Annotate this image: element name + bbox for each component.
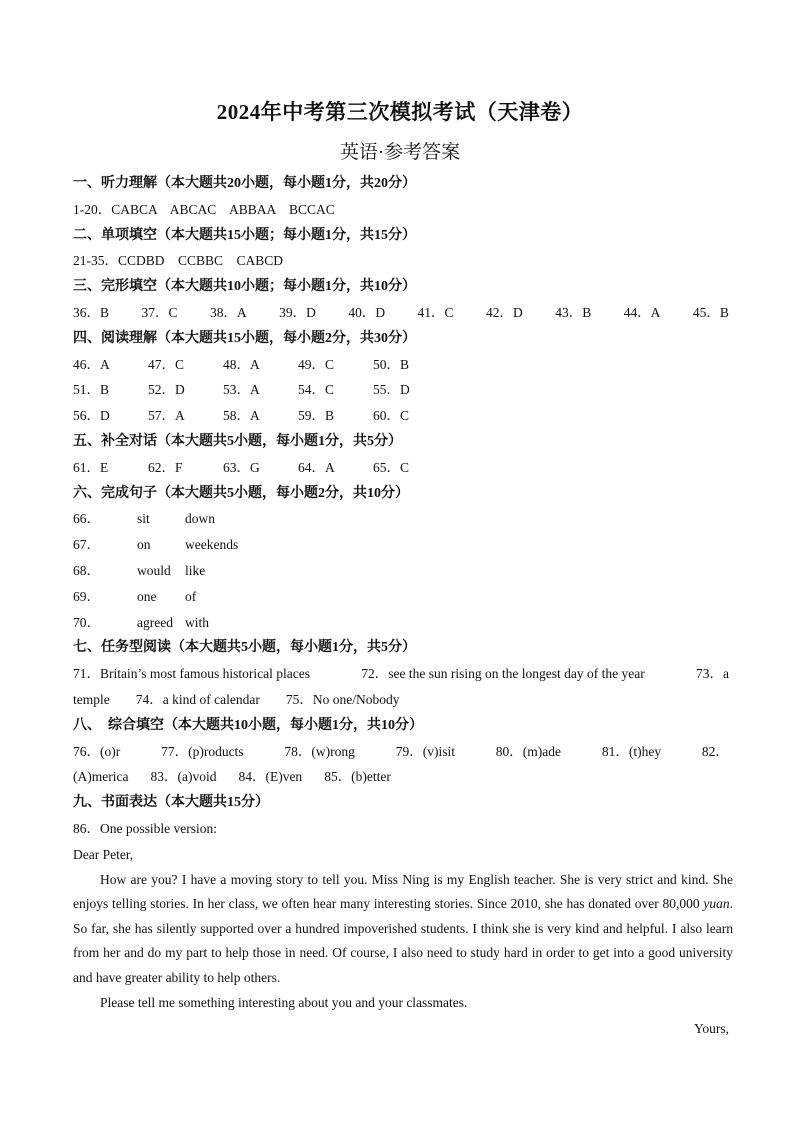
paragraph-text: How are you? I have a moving story to tell you. Miss Ning is my English teacher. She is very strict and kind. She enjoys telling stories. In her class, we often hear many interesting stories. Since 2010, she has donated over 80,000 [73, 871, 733, 912]
section-3-header: 三、完形填空（本大题共10小题；每小题1分，共10分） [73, 279, 416, 295]
answer-item: 78．(w)rong [284, 743, 355, 759]
answer-item: 82． [701, 743, 729, 759]
section-6-row [73, 558, 733, 584]
answer-item: 84．(E)ven [238, 769, 303, 785]
answer-item: 47．C [148, 356, 185, 372]
section-5-header: 五、补全对话（本大题共5小题，每小题1分，共5分） [73, 433, 402, 449]
answer-item: 37．C [141, 304, 178, 320]
answer-item: 57．A [148, 408, 185, 424]
answer-item: 64．A [298, 459, 335, 475]
section-7-line-2 [73, 687, 733, 713]
section-7-header: 七、任务型阅读（本大题共5小题，每小题1分，共5分） [73, 640, 416, 656]
answer-word: like [185, 562, 206, 578]
page-title: 2024年中考第三次模拟考试（天津卷） [216, 100, 584, 124]
letter-closing: Yours, [693, 1020, 729, 1036]
section-4-row [73, 403, 733, 429]
answer-item: 60．C [373, 408, 410, 424]
answer-item: 52．D [148, 382, 185, 398]
answer-item: 76．(o)r [73, 743, 121, 759]
page-subtitle: 英语·参考答案 [339, 142, 461, 163]
section-4-header: 四、阅读理解（本大题共15小题，每小题2分，共30分） [73, 330, 416, 346]
section-6-row [73, 506, 733, 532]
answer-item: 71．Britain’s most famous historical places [73, 666, 310, 682]
answer-item: 41．C [417, 304, 454, 320]
answer-item: 81．(t)hey [601, 743, 662, 759]
section-9-header: 九、书面表达（本大题共15分） [73, 795, 269, 811]
answer-content [73, 171, 733, 1041]
answer-item: 50．B [373, 356, 410, 372]
answer-item: 49．C [298, 356, 335, 372]
currency-word: yuan [703, 896, 730, 912]
section-6-header: 六、完成句子（本大题共5小题，每小题2分，共10分） [73, 485, 409, 501]
section-1-answers: 1-20．CABCA ABCAC ABBAA BCCAC [73, 201, 335, 217]
answer-item: 77．(p)roducts [161, 743, 244, 759]
answer-item: 43．B [555, 304, 592, 320]
item-number: 67． [73, 537, 100, 553]
answer-word: one [137, 588, 157, 604]
answer-item: 48．A [223, 356, 260, 372]
answer-word: with [185, 614, 210, 630]
answer-item: 45．B [692, 304, 729, 320]
answer-word: agreed [137, 614, 173, 630]
answer-item: 40．D [348, 304, 386, 320]
answer-item: 56．D [73, 408, 110, 424]
answer-item: 61．E [73, 459, 109, 475]
item-number: 68． [73, 562, 100, 578]
letter-paragraph-1 [73, 868, 733, 991]
answer-item: 75．No one/Nobody [285, 691, 400, 707]
answer-word: on [137, 537, 151, 553]
section-4-row [73, 352, 733, 378]
answer-item: 44．A [623, 304, 661, 320]
item-number: 66． [73, 511, 100, 527]
section-7-line-1 [73, 661, 733, 687]
section-8-header: 八、 综合填空（本大题共10小题，每小题1分，共10分） [73, 717, 423, 733]
answer-item: 62．F [148, 459, 183, 475]
answer-item: (A)merica [73, 769, 129, 785]
answer-item: 46．A [73, 356, 110, 372]
answer-item: 83．(a)void [150, 769, 217, 785]
answer-item: 65．C [373, 459, 410, 475]
section-4-row [73, 377, 733, 403]
answer-word: sit [137, 511, 150, 527]
section-6-row [73, 610, 733, 636]
answer-item: 59．B [298, 408, 335, 424]
answer-item: 54．C [298, 382, 335, 398]
answer-word: would [137, 562, 171, 578]
section-6-row [73, 532, 733, 558]
answer-item: 53．A [223, 382, 260, 398]
answer-word: weekends [185, 537, 239, 553]
section-2-answers: 21-35．CCDBD CCBBC CABCD [73, 253, 284, 269]
letter-paragraph-2: Please tell me something interesting about you and your classmates. [100, 995, 468, 1011]
answer-item: 63．G [223, 459, 260, 475]
answer-item: 38．A [209, 304, 247, 320]
section-8-line-1 [73, 739, 733, 765]
answer-item: 42．D [486, 304, 523, 320]
answer-item: 79．(v)isit [395, 743, 455, 759]
item-number: 69． [73, 588, 100, 604]
answer-item: temple [73, 691, 110, 707]
answer-item: 74．a kind of calendar [135, 691, 260, 707]
answer-item: 51．B [73, 382, 110, 398]
section-1-header: 一、听力理解（本大题共20小题，每小题1分，共20分） [73, 176, 416, 191]
section-3-answers [73, 300, 733, 326]
section-6-row [73, 584, 733, 610]
answer-item: 85．(b)etter [324, 769, 391, 785]
answer-item: 55．D [373, 382, 410, 398]
answer-item: 58．A [223, 408, 260, 424]
letter-greeting: Dear Peter, [73, 846, 134, 862]
answer-item: 39．D [279, 304, 316, 320]
answer-item: 80．(m)ade [495, 743, 562, 759]
answer-word: of [185, 588, 197, 604]
section-5-answers [73, 455, 733, 481]
paragraph-text: . So far, she has silently supported over a hundred impoverished students. I think she is very kind and helpful. I also learn from her and do my part to help those in need. Of course, I also need to study hard in order to get into a good university and have greater ability to help others. [73, 896, 733, 985]
answer-item: 73．a [696, 666, 729, 682]
essay-intro: 86．One possible version: [73, 820, 217, 836]
section-2-header: 二、单项填空（本大题共15小题；每小题1分，共15分） [73, 227, 416, 243]
answer-item: 72．see the sun rising on the longest day of the year [361, 666, 645, 682]
answer-word: down [185, 511, 215, 527]
answer-item: 36．B [73, 304, 110, 320]
item-number: 70． [73, 614, 100, 630]
section-8-line-2 [73, 764, 733, 790]
